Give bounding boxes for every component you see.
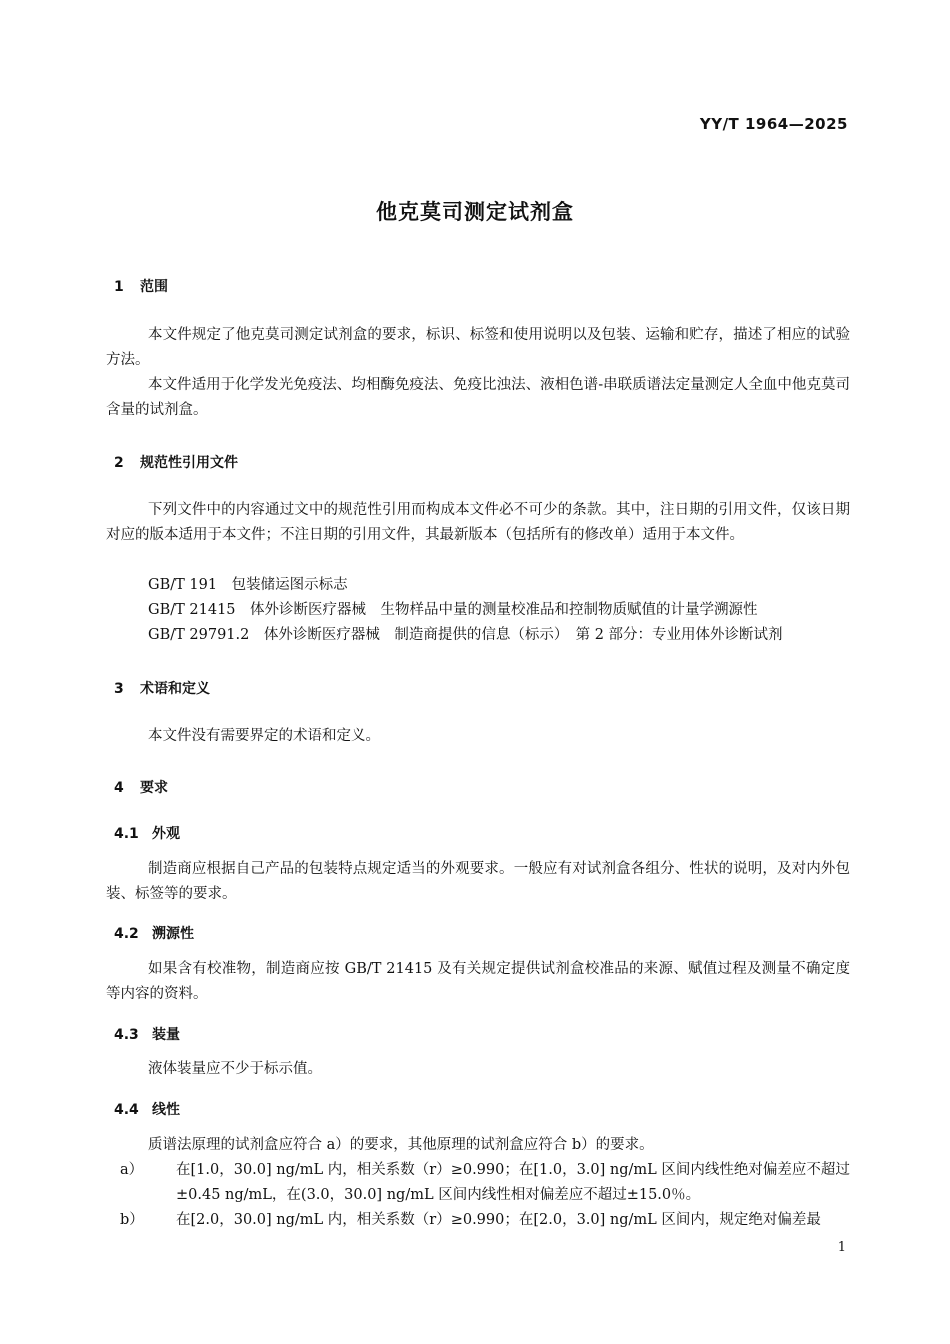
appearance-paragraph: 制造商应根据自己产品的包装特点规定适当的外观要求。一般应有对试剂盒各组分、性状的说明，及对内外包装、标签等的要求。 <box>106 861 850 902</box>
document-title: 他克莫司测定试剂盒 <box>376 200 574 224</box>
section-number: 4.3 <box>114 1027 139 1043</box>
section-1-heading <box>114 276 168 296</box>
list-item-text: 在[2.0，30.0] ng/mL 内，相关系数（r）≥0.990；在[2.0，3.0] ng/mL 区间内，规定绝对偏差最 <box>176 1212 821 1228</box>
section-4-2-heading <box>114 923 194 943</box>
section-4-3-heading <box>114 1024 180 1044</box>
section-number: 4.1 <box>114 826 139 842</box>
references-intro: 下列文件中的内容通过文中的规范性引用而构成本文件必不可少的条款。其中，注日期的引用文件，仅该日期对应的版本适用于本文件；不注日期的引用文件，其最新版本（包括所有的修改单）适用于本文件。 <box>106 502 850 543</box>
section-title: 装量 <box>152 1027 180 1043</box>
section-title: 线性 <box>152 1102 180 1118</box>
reference-item: GB/T 21415 体外诊断医疗器械 生物样品中量的测量校准品和控制物质赋值的计量学溯源性 <box>148 602 758 618</box>
list-item <box>120 1158 850 1208</box>
section-title: 范围 <box>140 279 168 295</box>
section-title: 要求 <box>140 780 168 796</box>
section-number: 3 <box>114 681 124 697</box>
list-item <box>120 1208 850 1233</box>
volume-paragraph: 液体装量应不少于标示值。 <box>148 1061 322 1077</box>
section-number: 4 <box>114 780 124 796</box>
section-4-1-heading <box>114 823 180 843</box>
page-number: 1 <box>837 1240 846 1255</box>
terms-paragraph: 本文件没有需要界定的术语和定义。 <box>148 728 380 744</box>
section-4-heading <box>114 777 168 797</box>
linearity-intro: 质谱法原理的试剂盒应符合 a）的要求，其他原理的试剂盒应符合 b）的要求。 <box>148 1137 654 1153</box>
traceability-paragraph: 如果含有校准物，制造商应按 GB/T 21415 及有关规定提供试剂盒校准品的来源、赋值过程及测量不确定度等内容的资料。 <box>106 961 850 1002</box>
scope-paragraph-2: 本文件适用于化学发光免疫法、均相酶免疫法、免疫比浊法、液相色谱-串联质谱法定量测定人全血中他克莫司含量的试剂盒。 <box>106 377 850 418</box>
reference-item: GB/T 191 包装储运图示标志 <box>148 577 348 593</box>
list-item-text: 在[1.0，30.0] ng/mL 内，相关系数（r）≥0.990；在[1.0，3.0] ng/mL 区间内线性绝对偏差应不超过±0.45 ng/mL，在(3.0，30.0] ng/mL 区间内线性相对偏差应不超过±15.0％。 <box>176 1162 850 1203</box>
section-number: 1 <box>114 279 124 295</box>
section-title: 溯源性 <box>152 926 194 942</box>
list-item-label: a） <box>120 1162 144 1178</box>
section-number: 4.4 <box>114 1102 139 1118</box>
scope-paragraph-1: 本文件规定了他克莫司测定试剂盒的要求，标识、标签和使用说明以及包装、运输和贮存，描述了相应的试验方法。 <box>106 327 850 368</box>
reference-item: GB/T 29791.2 体外诊断医疗器械 制造商提供的信息（标示） 第 2 部分：专业用体外诊断试剂 <box>148 627 783 643</box>
section-title: 外观 <box>152 826 180 842</box>
list-item-label: b） <box>120 1212 144 1228</box>
section-title: 术语和定义 <box>140 681 210 697</box>
section-title: 规范性引用文件 <box>140 455 238 471</box>
standard-number: YY/T 1964—2025 <box>699 115 848 133</box>
section-2-heading <box>114 452 238 472</box>
section-number: 4.2 <box>114 926 139 942</box>
section-3-heading <box>114 678 210 698</box>
section-number: 2 <box>114 455 124 471</box>
section-4-4-heading <box>114 1099 180 1119</box>
